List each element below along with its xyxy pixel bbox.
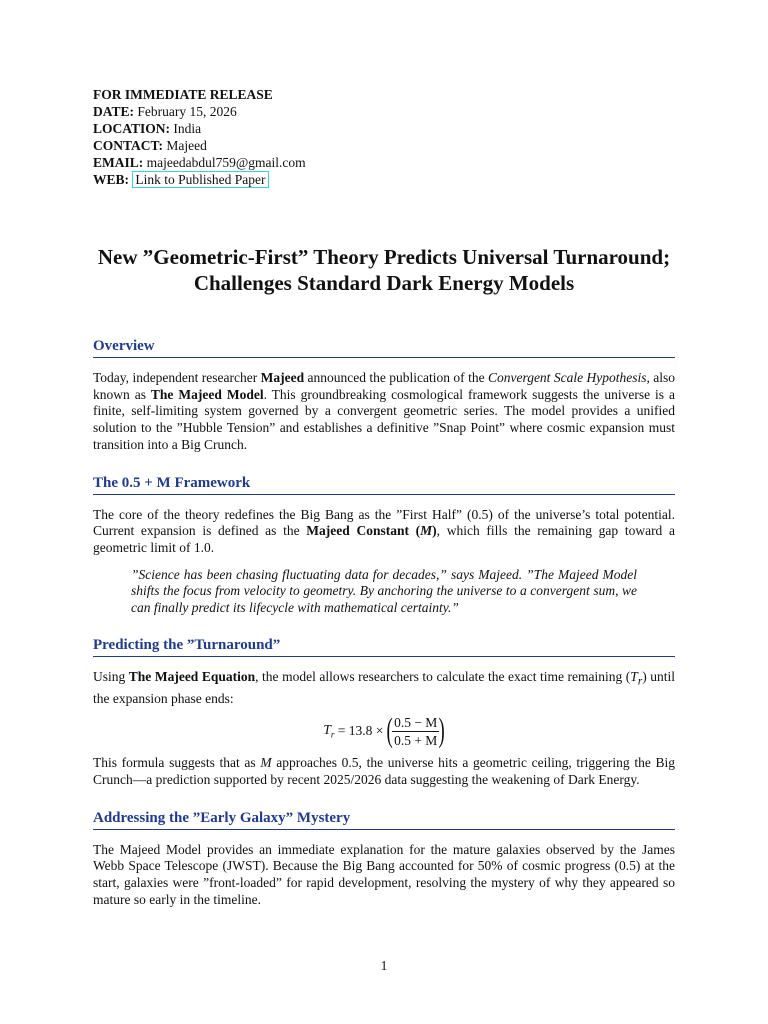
majeed-quote: ”Science has been chasing fluctuating data for decades,” says Majeed. ”The Majeed Model shifts the focus from velocity to geometry. By anchoring the universe to a convergent sum, we can finally predict its lifecycle with mathematical certainty.”	[131, 566, 637, 615]
right-paren: )	[438, 712, 446, 750]
press-release-header	[93, 86, 675, 188]
overview-name: Majeed	[260, 370, 305, 385]
contact-line	[93, 137, 675, 154]
turnaround-p2-text-b: approaches 0.5, the universe hits a geometric ceiling, triggering the Big Crunch—a prediction supported by recent 2025/2026 data suggesting the weakening of Dark Energy.	[93, 755, 675, 787]
framework-text-a: The core of the theory redefines the Big Bang as the ”First Half” (0.5) of the universe’s total potential. Current expansion is defined as the	[93, 506, 675, 539]
framework-text-b: , which fills the remaining gap toward a geometric limit of 1.0.	[93, 523, 675, 555]
section-heading-framework: The 0.5 + M Framework	[93, 474, 675, 495]
document-page	[93, 86, 675, 908]
turnaround-p2-text-a: This formula suggests that as	[93, 755, 261, 771]
release-label: FOR IMMEDIATE RELEASE	[93, 87, 273, 102]
equation-lhs-subscript: r	[330, 730, 335, 741]
turnaround-tr-symbol: T	[630, 669, 638, 685]
left-paren: (	[386, 712, 393, 750]
section-heading-overview: Overview	[93, 337, 675, 358]
section-heading-turnaround: Predicting the ”Turnaround”	[93, 636, 675, 657]
turnaround-text-a: Using	[93, 669, 129, 685]
equation-fraction	[392, 715, 439, 748]
location-line	[93, 120, 675, 137]
equation-numerator: 0.5 − M	[394, 714, 438, 730]
turnaround-m-symbol: M	[260, 755, 272, 771]
turnaround-paragraph-2	[93, 755, 675, 788]
turnaround-text-b: , the model allows researchers to calculate the exact time remaining (	[255, 669, 631, 685]
overview-model-name: The Majeed Model	[150, 386, 264, 402]
section-galaxy	[93, 809, 675, 909]
overview-text-c: , also known as	[93, 370, 675, 402]
framework-constant-close: )	[432, 523, 437, 539]
equation-denominator: 0.5 + M	[394, 732, 438, 748]
page-number: 1	[380, 958, 388, 973]
turnaround-equation-name: The Majeed Equation	[128, 669, 256, 685]
date-line	[93, 103, 675, 120]
section-framework	[93, 474, 675, 617]
section-heading-galaxy: Addressing the ”Early Galaxy” Mystery	[93, 809, 675, 830]
published-paper-link[interactable]: Link to Published Paper	[132, 171, 268, 188]
turnaround-text-c: ) until the expansion phase ends:	[93, 669, 675, 706]
galaxy-paragraph: The Majeed Model provides an immediate explanation for the mature galaxies observed by the James Webb Space Telescope (JWST). Because the Big Bang accounted for 50% of cosmic progress (0.5) at the start, galaxies were ”front-loaded” for rapid development, resolving the mystery of why they appeared so mature so early in the timeline.	[93, 841, 675, 907]
section-turnaround	[93, 636, 675, 789]
contact-value: Majeed	[166, 138, 207, 153]
release-line	[93, 86, 675, 103]
equation-middle: = 13.8 ×	[334, 723, 387, 739]
web-line	[93, 171, 675, 188]
email-label: EMAIL:	[93, 155, 144, 170]
framework-constant	[306, 523, 436, 538]
framework-paragraph	[93, 507, 675, 557]
equation-lhs	[323, 722, 334, 740]
equation-lhs-symbol: T	[323, 722, 331, 738]
email-line	[93, 154, 675, 171]
location-label: LOCATION:	[93, 121, 171, 136]
date-value: February 15, 2026	[137, 104, 237, 119]
date-label: DATE:	[93, 104, 135, 119]
section-overview	[93, 337, 675, 454]
contact-label: CONTACT:	[93, 138, 163, 153]
framework-constant-label: Majeed Constant (	[306, 523, 421, 539]
location-value: India	[173, 121, 202, 136]
web-label: WEB:	[93, 172, 130, 187]
overview-text-d: . This groundbreaking cosmological framework suggests the universe is a finite, self-limiting system governed by a convergent geometric series. The model provides a unified solution to the ”Hubble Tension” and establishes a definitive ”Snap Point” where cosmic expansion must transition into a Big Crunch.	[93, 386, 675, 452]
turnaround-tr-subscript: r	[637, 675, 643, 688]
page-title: New ”Geometric-First” Theory Predicts Universal Turnaround; Challenges Standard Dark Energy Models	[97, 245, 671, 295]
majeed-equation	[93, 711, 675, 751]
overview-hypothesis-title: Convergent Scale Hypothesis	[487, 370, 647, 385]
email-value: majeedabdul759@gmail.com	[146, 155, 306, 170]
turnaround-paragraph	[93, 669, 675, 707]
overview-text-b: announced the publication of the	[304, 370, 488, 385]
framework-constant-symbol: M	[420, 523, 433, 539]
overview-paragraph	[93, 370, 675, 454]
overview-text-a: Today, independent researcher	[93, 370, 261, 385]
